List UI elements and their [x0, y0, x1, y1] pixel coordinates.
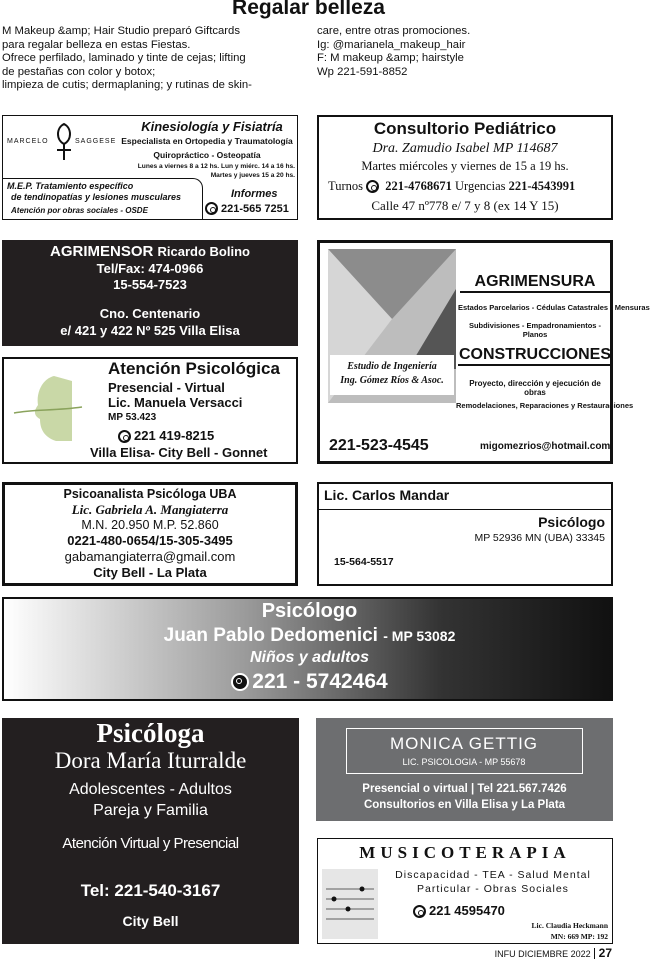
- pediatrico-title: Consultorio Pediátrico: [373, 119, 557, 138]
- mangiaterra-name: Lic. Gabriela A. Mangiaterra: [71, 502, 229, 517]
- logo-right-text: SAGGESE: [75, 138, 117, 145]
- agrimensura-items1: Estados Parcelarios - Cédulas Catastrales - Mensuras: [458, 303, 650, 312]
- saggese-specialty: Especialista en Ortopedia y Traumatología: [121, 136, 293, 146]
- gettig-sub: LIC. PSICOLOGIA - MP 55678: [402, 757, 526, 767]
- article-body-col2: care, entre otras promociones. Ig: @marianela_makeup_hair F: M makeup &amp; hairstyle Wp 221-591-8852: [317, 25, 471, 78]
- urgencias-phone: 221-4543991: [508, 179, 576, 193]
- musico-phone: 221 4595470: [429, 903, 505, 918]
- ad-pediatrico: [317, 115, 613, 220]
- musico-title: MUSICOTERAPIA: [359, 843, 571, 862]
- ad-gomez-rios: [317, 240, 650, 464]
- iturralde-line2: Pareja y Familia: [93, 802, 208, 819]
- logo-left-text: MARCELO: [7, 138, 49, 145]
- iturralde-name: Dora María Iturralde: [54, 748, 247, 773]
- footer-divider: [594, 948, 595, 959]
- footer-issue: INFU DICIEMBRE 2022: [494, 949, 591, 959]
- mangiaterra-phones: 0221-480-0654/15-305-3495: [67, 533, 233, 548]
- agrimensor-phone: 15-554-7523: [113, 277, 187, 292]
- pediatrico-address: Calle 47 nº778 e/ 7 y 8 (ex 14 Y 15): [371, 198, 559, 213]
- turnos-label: Turnos: [328, 179, 363, 193]
- whatsapp-icon: [231, 673, 249, 691]
- ad-mangiaterra: [2, 482, 298, 586]
- estudio-line2: Ing. Gómez Ríos & Asoc.: [340, 375, 444, 386]
- saggese-title: Kinesiología y Fisiatría: [141, 119, 283, 134]
- gettig-name: MONICA GETTIG: [389, 734, 539, 753]
- ad-dedomenici: [2, 597, 613, 701]
- ad-agrimensor: [2, 240, 298, 346]
- iturralde-tel: Tel: 221-540-3167: [80, 881, 221, 900]
- gettig-line2: Consultorios en Villa Elisa y La Plata: [363, 799, 566, 811]
- saggese-obras: Atención por obras sociales - OSDE: [11, 206, 148, 215]
- ad-gettig: [316, 718, 613, 821]
- mangiaterra-place: City Bell - La Plata: [93, 565, 207, 580]
- article-body-col1: M Makeup &amp; Hair Studio preparó Giftcards para regalar belleza en estas Fiestas. Ofrece perfilado, laminado y tinte de cejas; lifting de pestañas con color y botox; limpieza de cutis; dermaplaning; y rutinas de skin-: [2, 25, 252, 92]
- mangiaterra-email: gabamangiaterra@gmail.com: [64, 549, 236, 564]
- saggese-informes: Informes: [231, 188, 278, 200]
- music-notes-icon: [322, 869, 378, 939]
- construcciones-items1: Proyecto, dirección y ejecución de obras: [469, 379, 601, 397]
- pediatrico-phones: [328, 179, 613, 194]
- mangiaterra-title: Psicoanalista Psicóloga UBA: [63, 487, 237, 501]
- dedomenici-phone-line: [4, 670, 615, 694]
- ad-mandar: [317, 482, 613, 586]
- gettig-frame: [346, 728, 583, 774]
- versacci-name: Lic. Manuela Versacci: [108, 395, 243, 410]
- article-title: Regalar belleza: [232, 0, 385, 19]
- whatsapp-icon: [118, 430, 131, 443]
- ad-saggese: [2, 115, 298, 220]
- versacci-title: Atención Psicológica: [108, 359, 280, 378]
- gomez-phone: 221-523-4545: [329, 437, 429, 454]
- whatsapp-icon: [205, 202, 218, 215]
- dedomenici-title: Psicólogo: [261, 600, 358, 622]
- iturralde-line1: Adolescentes - Adultos: [69, 781, 232, 798]
- urgencias-label: Urgencias: [455, 179, 506, 193]
- musico-mn: MN: 669 MP: 192: [550, 932, 608, 941]
- gettig-line1: Presencial o virtual | Tel 221.567.7426: [362, 783, 567, 795]
- iturralde-place: City Bell: [122, 913, 179, 929]
- iturralde-title: Psicóloga: [96, 718, 205, 748]
- ad-iturralde: [2, 718, 299, 944]
- construcciones-title: CONSTRUCCIONES: [458, 346, 612, 366]
- agrimensor-tel: Tel/Fax: 474-0966: [96, 261, 204, 276]
- head-profile-icon: [14, 371, 84, 451]
- construcciones-items2: Remodelaciones, Reparaciones y Restauraciones: [456, 401, 634, 410]
- page-footer: [400, 946, 612, 960]
- musico-line1: Discapacidad - TEA - Salud Mental: [395, 869, 591, 881]
- whatsapp-icon: [413, 905, 426, 918]
- saggese-quiro: Quiropráctico - Osteopatía: [153, 150, 261, 160]
- versacci-mp: MP 53.423: [108, 412, 157, 423]
- agrimensor-place: Cno. Centenario: [99, 306, 201, 321]
- mandar-phone: 15-564-5517: [334, 556, 394, 568]
- kinesio-logo-icon: [53, 122, 75, 162]
- dedomenici-name: Juan Pablo Dedomenici: [163, 625, 378, 646]
- mandar-mp: MP 52936 MN (UBA) 33345: [474, 532, 605, 544]
- agrimensor-address: e/ 421 y 422 Nº 525 Villa Elisa: [60, 323, 240, 338]
- versacci-phone-line: [118, 428, 214, 443]
- saggese-phone-line: [205, 202, 289, 215]
- ad-versacci: [2, 357, 298, 464]
- dedomenici-name-line: [4, 625, 615, 647]
- saggese-mep-panel: [3, 178, 203, 220]
- gomez-email: migomezrios@hotmail.com: [480, 441, 611, 452]
- musico-lic: Lic. Claudia Heckmann: [531, 921, 608, 930]
- saggese-hours1: Lunes a viernes 8 a 12 hs. Lun y miérc. 14 a 16 hs.: [137, 163, 295, 170]
- musico-line2: Particular - Obras Sociales: [417, 883, 569, 895]
- saggese-mep2: de tendinopatías y lesiones musculares: [11, 192, 182, 202]
- iturralde-modes: Atención Virtual y Presencial: [62, 835, 239, 852]
- saggese-mep1: M.E.P. Tratamiento específico: [7, 181, 134, 191]
- agrimensura-items2: Subdivisiones - Empadronamientos - Planos: [468, 321, 602, 339]
- agrimensor-title: [2, 243, 298, 260]
- whatsapp-icon: [366, 180, 379, 193]
- musico-phone-line: [413, 903, 505, 918]
- ad-musicoterapia: [317, 838, 613, 944]
- saggese-phone: 221-565 7251: [221, 203, 289, 215]
- dedomenici-mp: - MP 53082: [383, 628, 456, 644]
- dedomenici-sub: Niños y adultos: [249, 649, 370, 666]
- mangiaterra-mn: M.N. 20.950 M.P. 52.860: [81, 518, 219, 532]
- agrimensor-name: Ricardo Bolino: [157, 244, 250, 259]
- versacci-phone: 221 419-8215: [134, 428, 215, 443]
- agrimensura-title: AGRIMENSURA: [460, 273, 610, 293]
- page-number: 27: [598, 946, 612, 960]
- mandar-role: Psicólogo: [538, 514, 605, 530]
- turnos-phone: 221-4768671: [385, 179, 452, 193]
- mandar-divider: [319, 509, 611, 510]
- mandar-name: Lic. Carlos Mandar: [324, 487, 450, 503]
- pediatrico-days: Martes miércoles y viernes de 15 a 19 hs.: [361, 159, 569, 173]
- versacci-modes: Presencial - Virtual: [108, 380, 225, 395]
- estudio-line1: Estudio de Ingeniería: [347, 361, 437, 372]
- versacci-place: Villa Elisa- City Bell - Gonnet: [90, 445, 268, 460]
- agrimensor-label: AGRIMENSOR: [50, 243, 154, 260]
- pediatrico-doctor: Dra. Zamudio Isabel MP 114687: [372, 141, 558, 156]
- saggese-hours2: Martes y jueves 15 a 20 hs.: [210, 172, 295, 179]
- dedomenici-phone: 221 - 5742464: [252, 670, 388, 693]
